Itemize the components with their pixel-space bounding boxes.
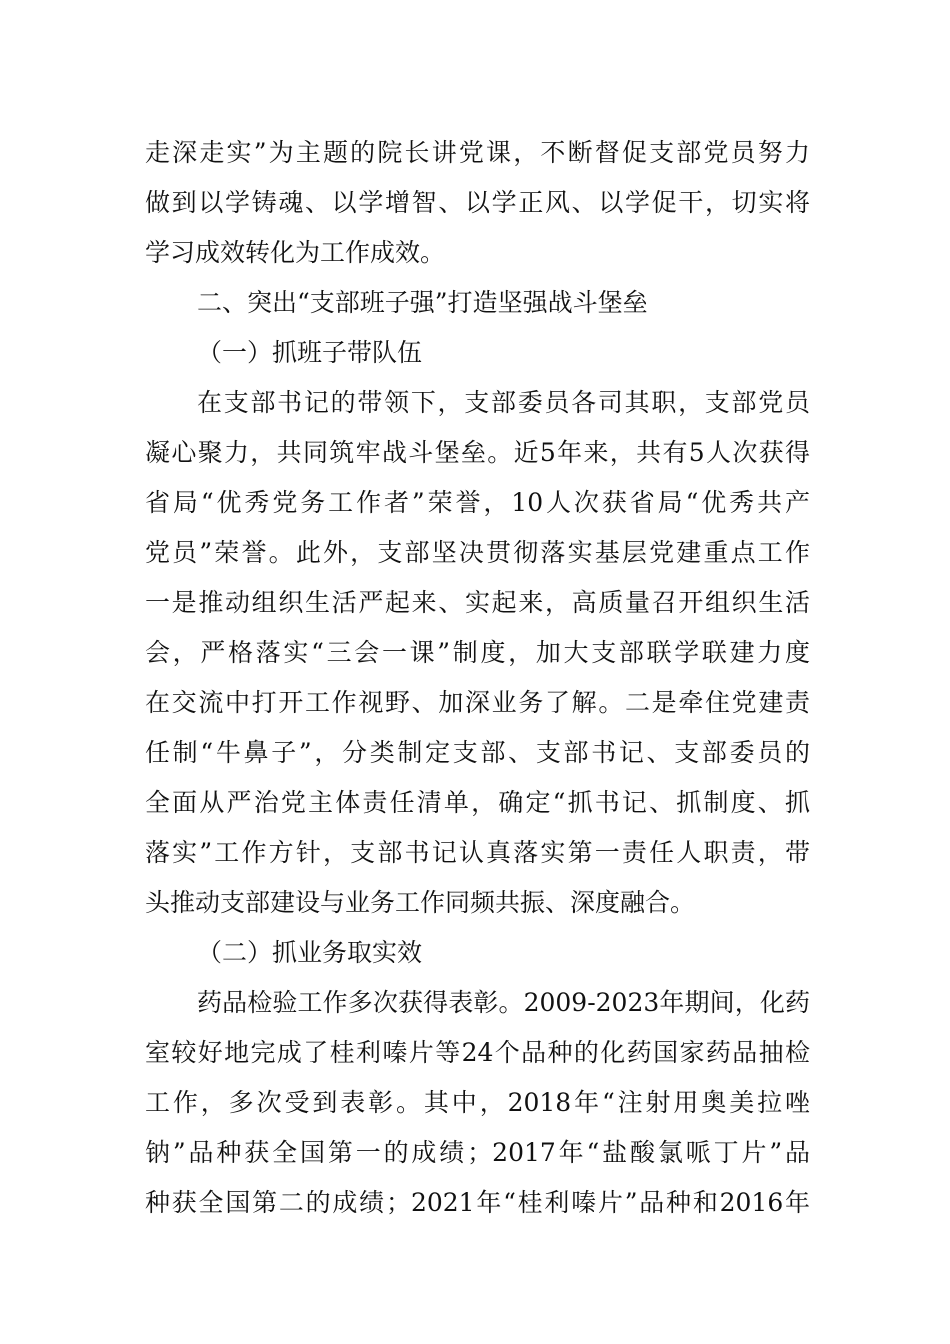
text-line: 一是推动组织生活严起来、实起来，高质量召开组织生活 — [145, 588, 810, 617]
subsection-heading: （二）抓业务取实效 — [197, 938, 423, 967]
text-line: 在支部书记的带领下，支部委员各司其职，支部党员 — [197, 388, 810, 417]
text-line: 做到以学铸魂、以学增智、以学正风、以学促干，切实将 — [145, 188, 810, 217]
section-heading: 二、突出“支部班子强”打造坚强战斗堡垒 — [197, 288, 648, 317]
text-line: 省局“优秀党务工作者”荣誉，10人次获省局“优秀共产 — [145, 488, 810, 517]
text-line: 党员”荣誉。此外，支部坚决贯彻落实基层党建重点工作 — [145, 538, 810, 567]
text-line: 落实”工作方针，支部书记认真落实第一责任人职责，带 — [145, 838, 810, 867]
text-line: 头推动支部建设与业务工作同频共振、深度融合。 — [145, 888, 696, 917]
text-line: 钠”品种获全国第一的成绩；2017年“盐酸氯哌丁片”品 — [145, 1138, 810, 1167]
text-line: 学习成效转化为工作成效。 — [145, 238, 446, 267]
text-line: 工作，多次受到表彰。其中，2018年“注射用奥美拉唑 — [145, 1088, 810, 1117]
text-line: 会，严格落实“三会一课”制度，加大支部联学联建力度 — [145, 638, 810, 667]
text-line: 种获全国第二的成绩；2021年“桂利嗪片”品种和2016年 — [145, 1188, 810, 1217]
text-line: 任制“牛鼻子”，分类制定支部、支部书记、支部委员的 — [145, 738, 810, 767]
text-line: 药品检验工作多次获得表彰。2009-2023年期间，化药 — [197, 988, 810, 1017]
text-line: 室较好地完成了桂利嗪片等24个品种的化药国家药品抽检 — [145, 1038, 810, 1067]
text-line: 在交流中打开工作视野、加深业务了解。二是牵住党建责 — [145, 688, 810, 717]
text-line: 走深走实”为主题的院长讲党课，不断督促支部党员努力 — [145, 138, 810, 167]
text-line: 凝心聚力，共同筑牢战斗堡垒。近5年来，共有5人次获得 — [145, 438, 810, 467]
subsection-heading: （一）抓班子带队伍 — [197, 338, 423, 367]
text-line: 全面从严治党主体责任清单，确定“抓书记、抓制度、抓 — [145, 788, 810, 817]
